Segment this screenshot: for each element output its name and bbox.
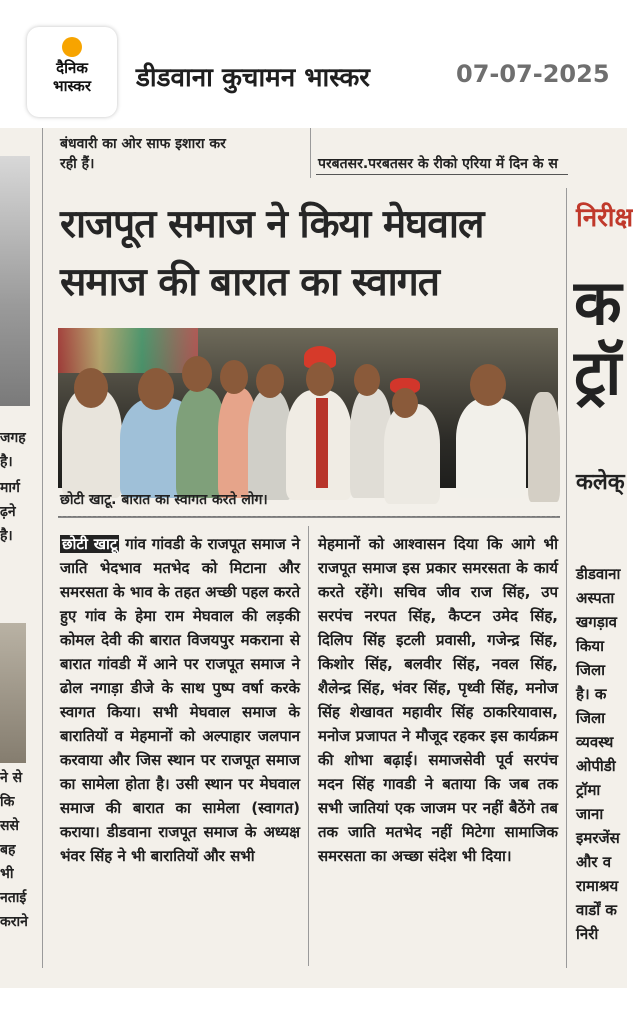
left-text-fragment: ढ़ने: [0, 504, 16, 520]
person-figure: [384, 404, 440, 504]
right-headline-fragment: क: [574, 266, 622, 339]
person-head: [182, 356, 212, 392]
right-text-fragment: ट्रॉमा: [576, 781, 601, 799]
headline-line2: समाज की बारात का स्वागत: [60, 260, 439, 305]
person-head: [74, 368, 108, 408]
person-head: [470, 364, 506, 406]
right-headline-fragment: ट्रॉ: [574, 336, 622, 409]
right-text-fragment: ओपीडी: [576, 757, 616, 775]
right-text-fragment: निरी: [576, 925, 599, 943]
column-2-text: मेहमानों को आश्वासन दिया कि आगे भी राजपूत समाज इस प्रकार समरसता के कार्य करते रहेंगे। सचिव जीव राज सिंह, उप सरपंच नरपत सिंह, कैप्टन उमेद सिंह, दिलिप सिंह इटली प्रवासी, गजेन्द्र सिंह, किशोर सिंह, बलवीर सिंह, नवल सिंह, शैलेन्द्र सिंह, भंवर सिंह, पृथ्वी सिंह, मनोज सिंह शेखावत महावीर सिंह ठाकरियावास, मनोज प्रजापत ने मौजूद रहकर इस कार्यक्रम की शोभा बढ़ाई। समाजसेवी पूर्व सरपंच मदन सिंह गावडी ने बताया कि जब तक सभी जातियां एक जाजम पर नहीं बैठेंगे तब तक जाति मतभेद नहीं मिटेगा सामाजिक समरसता का अच्छा संदेश भी दिया।: [318, 535, 558, 865]
right-text-fragment: रामाश्रय: [576, 877, 619, 895]
column-divider: [42, 128, 43, 968]
right-text-fragment: जाना: [576, 805, 604, 823]
previous-article-line: रही हैं।: [60, 156, 95, 172]
section-rule: [316, 174, 568, 175]
right-text-fragment: इमरजेंस: [576, 829, 620, 847]
left-text-fragment: जगह: [0, 430, 26, 446]
sun-icon: [62, 37, 82, 57]
left-text-fragment: है।: [0, 454, 13, 470]
left-text-fragment: ने से: [0, 770, 23, 786]
right-text-fragment: है। क: [576, 685, 607, 703]
person-head: [220, 360, 248, 394]
person-figure: [456, 398, 526, 498]
right-kicker: निरीक्ष: [576, 203, 633, 233]
edition-date: 07-07-2025: [456, 60, 610, 88]
garland: [316, 398, 328, 488]
dainik-bhaskar-logo[interactable]: [27, 27, 117, 117]
left-text-fragment: नताई: [0, 890, 27, 906]
previous-article-tail: [60, 134, 310, 174]
left-cut-column: [0, 128, 36, 988]
right-text-fragment: वार्डों क: [576, 901, 617, 919]
article-photo: [58, 328, 558, 488]
left-photo-fragment-2: [0, 623, 26, 763]
left-text-fragment: ससे: [0, 818, 19, 834]
right-cut-article: [568, 128, 633, 988]
person-figure: [528, 392, 560, 502]
article-paragraph: [60, 532, 300, 868]
logo-text-line2: भास्कर: [53, 77, 91, 95]
person-head: [392, 388, 418, 418]
right-text-fragment: व्यवस्थ: [576, 733, 614, 751]
right-text-fragment: और व: [576, 853, 612, 871]
previous-article-line: बंधवारी का ओर साफ इशारा कर: [60, 136, 226, 152]
headline-line1: राजपूत समाज ने किया मेघवाल: [60, 202, 484, 247]
person-head: [306, 362, 334, 396]
person-head: [138, 368, 174, 410]
column-divider: [310, 128, 311, 178]
app-header: [0, 0, 627, 128]
right-text-fragment: खगड़ाव: [576, 613, 617, 631]
column-divider: [308, 526, 309, 966]
left-text-fragment: है।: [0, 528, 13, 544]
edition-title: डीडवाना कुचामन भास्कर: [136, 63, 370, 93]
right-text-fragment: डीडवाना: [576, 565, 621, 583]
person-head: [256, 364, 284, 398]
right-text-fragment: किया: [576, 637, 604, 655]
article-column-1: [60, 532, 300, 868]
left-text-fragment: भी: [0, 866, 14, 882]
right-text-fragment: जिला: [576, 709, 606, 727]
person-head: [354, 364, 380, 396]
left-text-fragment: बह: [0, 842, 16, 858]
dateline: छोटी खाटू: [62, 535, 118, 553]
left-text-fragment: कि: [0, 794, 15, 810]
left-photo-fragment: [0, 156, 30, 406]
column-1-text: गांव गांवडी के राजपूत समाज ने जाति भेदभाव मतभेद को मिटाना और समरसता के भाव के तहत अच्छी पहल करते हुए गांव के हेमा राम मेघवाल की लड़की कोमल देवी की बारात विजयपुर मकराना से बारात गांवडी में आने पर राजपूत समाज ने ढोल नगाड़ा डीजे के साथ पुष्प वर्षा करके स्वागत किया। सभी मेघवाल समाज के बारातियों व मेहमानों को अल्पाहार जलपान करवाया और जिस स्थान पर राजपूत समाज का सामेला होता है। उसी स्थान पर मेघवाल समाज की बारात का सामेला (स्वागत) कराया। डीडवाना राजपूत समाज के अध्यक्ष भंवर सिंह ने भी बारातियों और सभी: [60, 535, 300, 865]
right-text-fragment: जिला: [576, 661, 606, 679]
article-column-2: [318, 532, 558, 868]
caption-rule: [58, 516, 560, 518]
left-text-fragment: कराने: [0, 914, 28, 930]
decoration-lights: [58, 328, 198, 373]
right-subheadline: कलेक्: [576, 470, 625, 495]
photo-caption: छोटी खाटू. बारात का स्वागत करते लोग।: [60, 492, 268, 508]
left-text-fragment: मार्ग: [0, 480, 20, 496]
logo-text-line1: दैनिक: [56, 59, 88, 77]
article-headline: [60, 196, 580, 312]
newspaper-clipping: [0, 128, 633, 988]
column-divider: [566, 188, 567, 968]
adjacent-article-line: परबतसर.परबतसर के रीको एरिया में दिन के स: [318, 156, 558, 172]
right-text-fragment: अस्पता: [576, 589, 615, 607]
